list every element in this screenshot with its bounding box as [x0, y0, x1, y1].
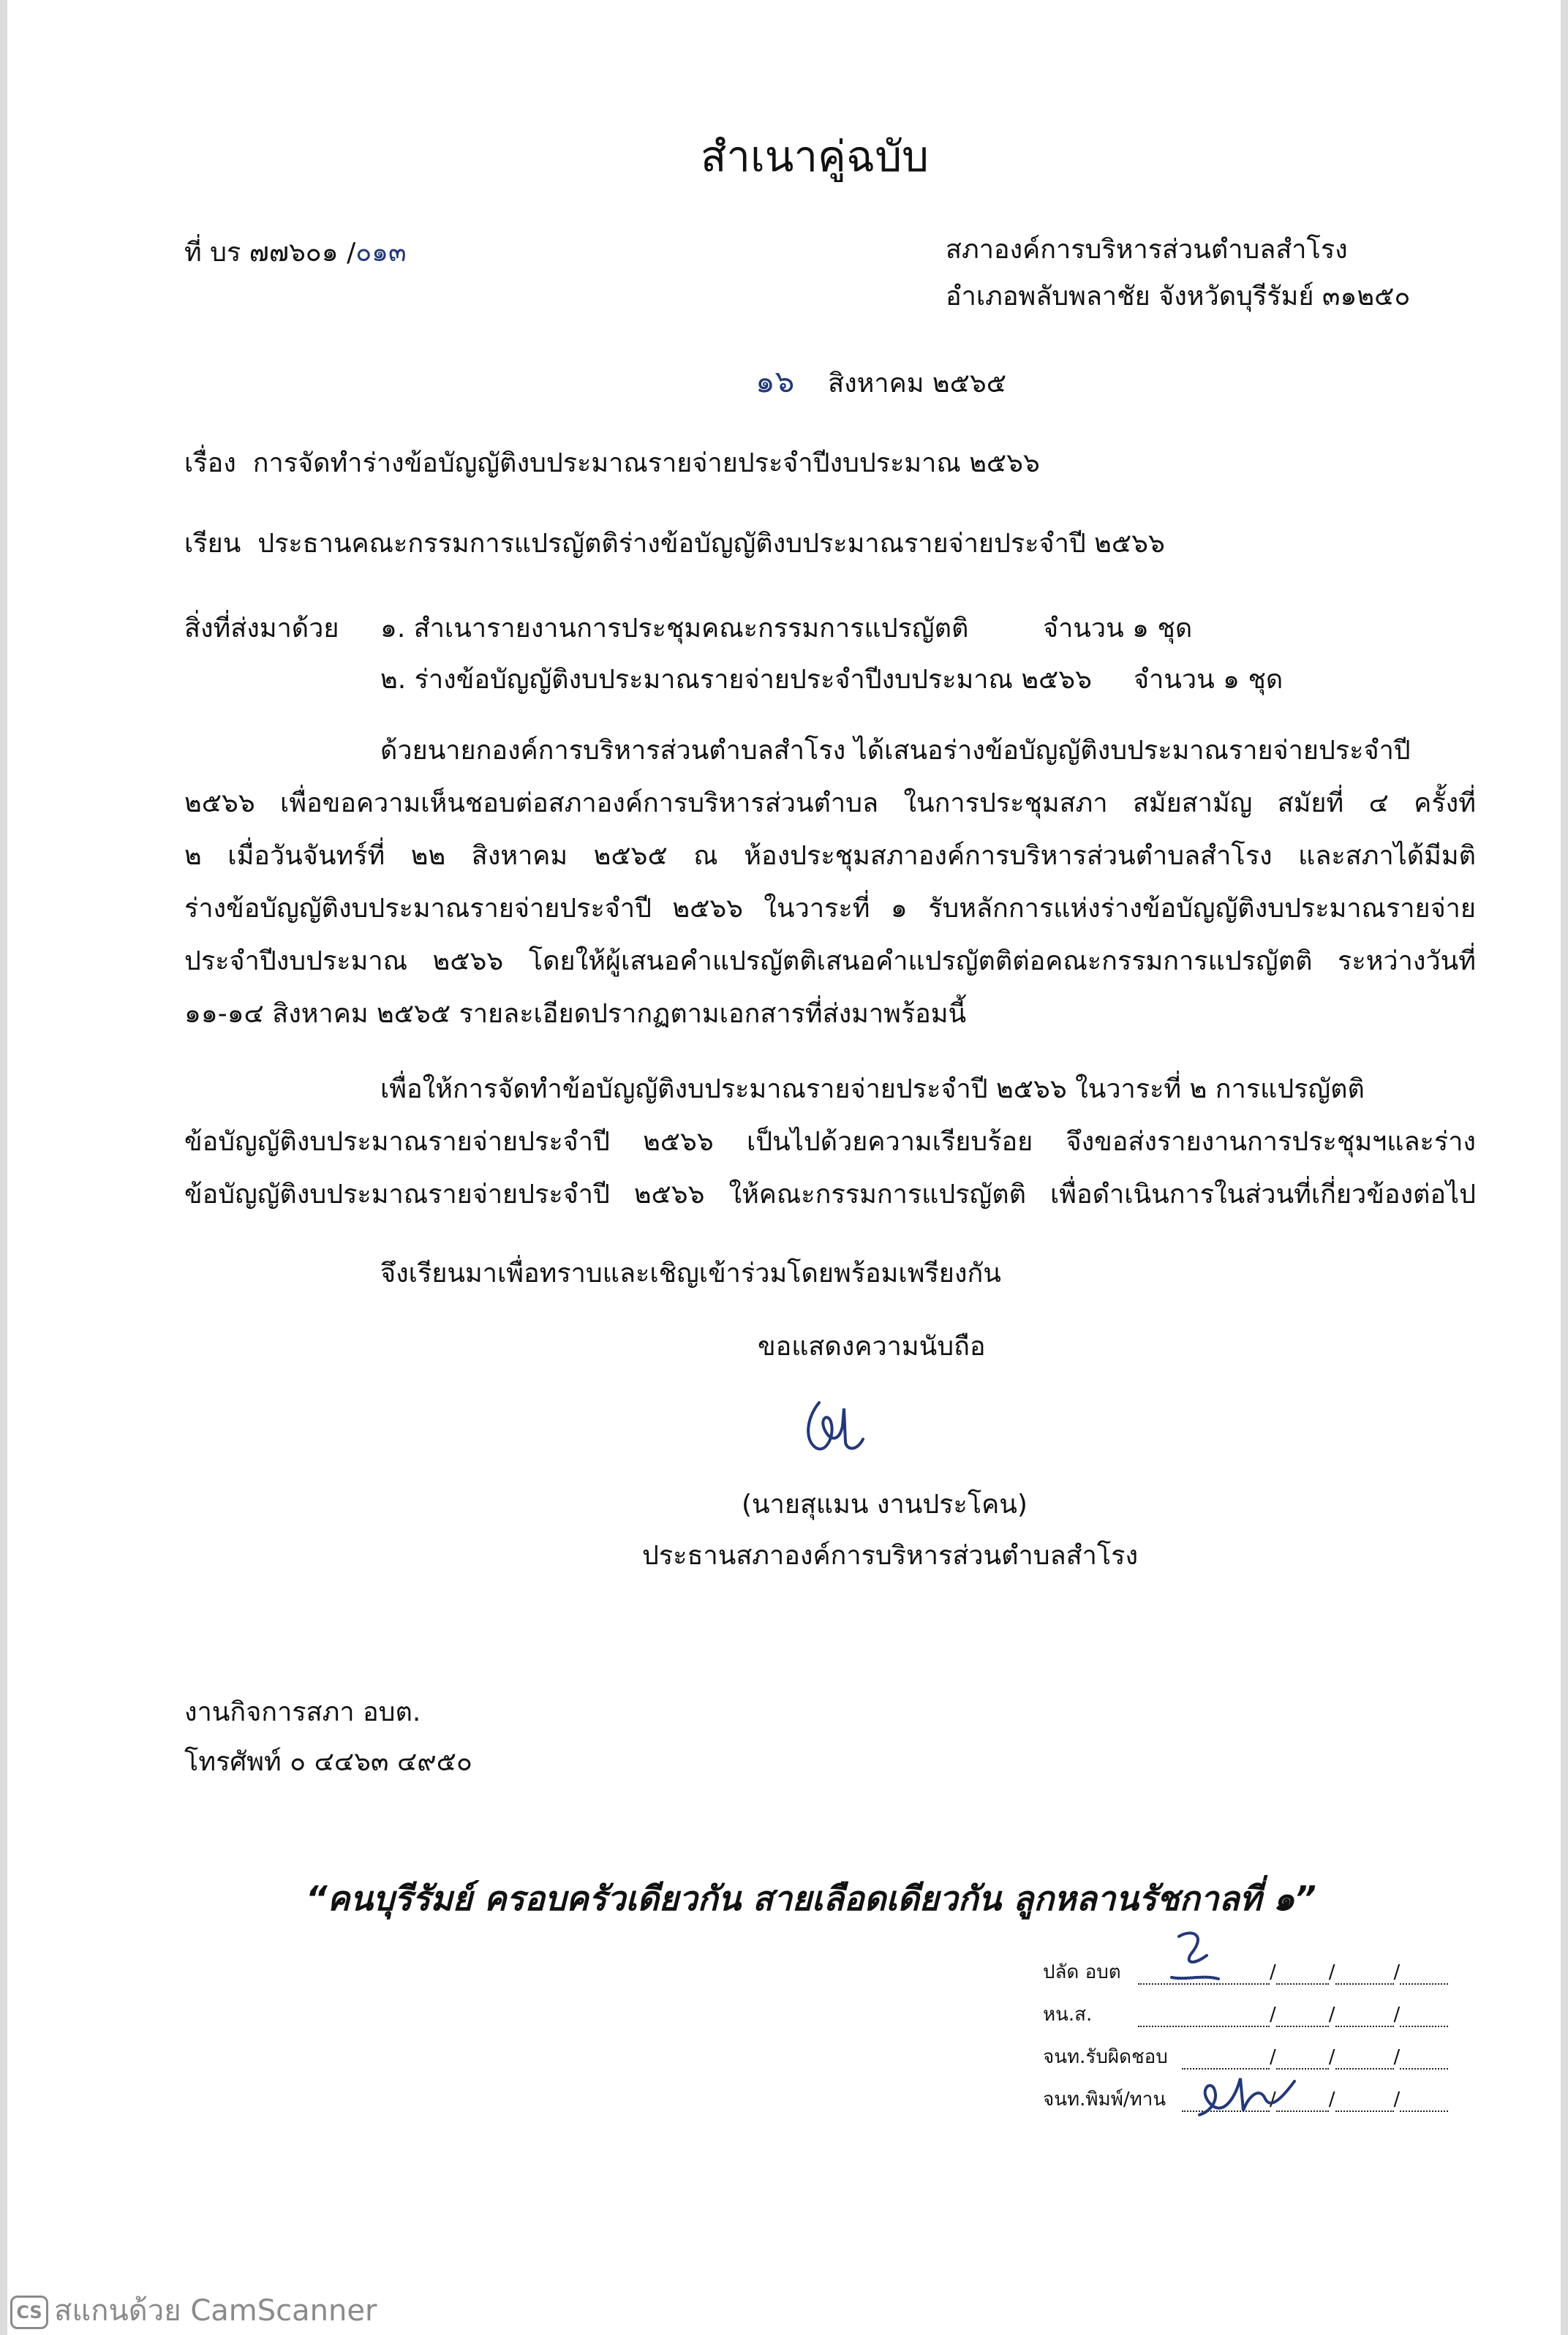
enclosure-qty-1: จำนวน ๑ ชุด — [1043, 614, 1193, 644]
enclosure-item-1: ๑. สำเนารายงานการประชุมคณะกรรมการแปรญัตติ — [380, 614, 969, 644]
closing-sentence: จึงเรียนมาเพื่อทราบและเชิญเข้าร่วมโดยพร้อมเพรียงกัน — [380, 1259, 1001, 1289]
recipient-label: เรียน — [184, 529, 241, 559]
motto: “คนบุรีรัมย์ ครอบครัวเดียวกัน สายเลือดเดียวกัน ลูกหลานรัชกาลที่ ๑” — [306, 1879, 1316, 1918]
body-paragraph-2-line-1: เพื่อให้การจัดทำข้อบัญญัติงบประมาณรายจ่ายประจำปี ๒๕๖๖ ในวาระที่ ๒ การแปรญัตติ — [380, 1074, 1365, 1104]
left-scan-edge — [0, 0, 7, 2335]
body-paragraph-1-line-4: ร่างข้อบัญญัติงบประมาณรายจ่ายประจำปี ๒๕๖๖ ในวาระที่ ๑ รับหลักการแห่งร่างข้อบัญญัติงบประมาณรายจ่าย — [184, 894, 1476, 924]
body-paragraph-1-line-3: ๒ เมื่อวันจันทร์ที่ ๒๒ สิงหาคม ๒๕๖๕ ณ ห้องประชุมสภาองค์การบริหารส่วนตำบลสำโรง และสภาได้มีมติ — [184, 841, 1476, 871]
enclosure-qty-2: จำนวน ๑ ชุด — [1134, 665, 1284, 695]
body-paragraph-1-line-5: ประจำปีงบประมาณ ๒๕๖๖ โดยให้ผู้เสนอคำแปรญัตติเสนอคำแปรญัตติต่อคณะกรรมการแปรญัตติ ระหว่างวันที่ — [184, 946, 1476, 976]
enclosure-item-2: ๒. ร่างข้อบัญญัติงบประมาณรายจ่ายประจำปีงบประมาณ ๒๕๖๖ — [380, 665, 1093, 695]
org-address: อำเภอพลับพลาชัย จังหวัดบุรีรัมย์ ๓๑๒๕๐ — [946, 282, 1411, 312]
right-scan-edge — [1561, 0, 1568, 2335]
initials-mark-2 — [1192, 2067, 1302, 2125]
signature-image — [797, 1397, 870, 1467]
routing-row-3: จนท.รับผิดชอบ / / / — [1043, 2045, 1448, 2070]
subject-label: เรื่อง — [184, 448, 236, 478]
enclosures-label: สิ่งที่ส่งมาด้วย — [184, 614, 339, 644]
body-paragraph-2-line-3: ข้อบัญญัติงบประมาณรายจ่ายประจำปี ๒๕๖๖ ให้คณะกรรมการแปรญัตติ เพื่อดำเนินการในส่วนที่เกี่ยวข้องต่อไป — [184, 1180, 1476, 1210]
signer-title: ประธานสภาองค์การบริหารส่วนตำบลสำโรง — [642, 1541, 1139, 1571]
routing-row-2: หน.ส. / / / — [1043, 2002, 1448, 2027]
reference-prefix: ที่ บร ๗๗๖๐๑ / — [184, 238, 356, 268]
routing-row-4: จนท.พิมพ์/ทาน / / / — [1043, 2087, 1448, 2112]
subject-line — [184, 446, 1040, 481]
routing-label-3: จนท.รับผิดชอบ — [1043, 2046, 1168, 2068]
subject-text: การจัดทำร่างข้อบัญญัติงบประมาณรายจ่ายประจำปีงบประมาณ ๒๕๖๖ — [252, 448, 1040, 478]
camscanner-text: สแกนด้วย CamScanner — [54, 2294, 377, 2328]
reference-number — [184, 235, 407, 271]
signer-name: (นายสุแมน งานประโคน) — [742, 1490, 1028, 1520]
date-month-year: สิงหาคม ๒๕๖๕ — [828, 369, 1006, 399]
body-paragraph-1-line-6: ๑๑-๑๔ สิงหาคม ๒๕๖๕ รายละเอียดปรากฏตามเอกสารที่ส่งมาพร้อมนี้ — [184, 999, 967, 1029]
initials-mark-1 — [1163, 1926, 1229, 1992]
reference-handwritten: ๐๑๓ — [355, 238, 407, 268]
body-paragraph-1-line-1: ด้วยนายกองค์การบริหารส่วนตำบลสำโรง ได้เสนอร่างข้อบัญญัติงบประมาณรายจ่ายประจำปี — [380, 736, 1411, 766]
office-phone: โทรศัพท์ ๐ ๔๔๖๓ ๔๙๕๐ — [184, 1747, 472, 1777]
regards-line: ขอแสดงความนับถือ — [758, 1332, 986, 1362]
recipient-line — [184, 527, 1165, 562]
routing-row-1: ปลัด อบต / / / — [1043, 1960, 1448, 1985]
page-title: สำเนาคู่ฉบับ — [701, 132, 929, 181]
document-date — [755, 364, 1006, 401]
office-name: งานกิจการสภา อบต. — [184, 1697, 421, 1727]
recipient-text: ประธานคณะกรรมการแปรญัตติร่างข้อบัญญัติงบประมาณรายจ่ายประจำปี ๒๕๖๖ — [257, 529, 1165, 559]
routing-label-1: ปลัด อบต — [1043, 1961, 1121, 1983]
body-paragraph-2-line-2: ข้อบัญญัติงบประมาณรายจ่ายประจำปี ๒๕๖๖ เป็นไปด้วยความเรียบร้อย จึงขอส่งรายงานการประชุมฯและร่าง — [184, 1127, 1476, 1157]
routing-label-2: หน.ส. — [1043, 2004, 1093, 2026]
routing-label-4: จนท.พิมพ์/ทาน — [1043, 2089, 1166, 2110]
date-day-handwritten: ๑๖ — [755, 363, 795, 399]
camscanner-logo-icon: CS — [10, 2296, 48, 2329]
org-name: สภาองค์การบริหารส่วนตำบลสำโรง — [946, 235, 1348, 265]
body-paragraph-1-line-2: ๒๕๖๖ เพื่อขอความเห็นชอบต่อสภาองค์การบริหารส่วนตำบล ในการประชุมสภา สมัยสามัญ สมัยที่ ๔ ครั้งที่ — [184, 788, 1476, 818]
camscanner-watermark — [10, 2295, 377, 2329]
